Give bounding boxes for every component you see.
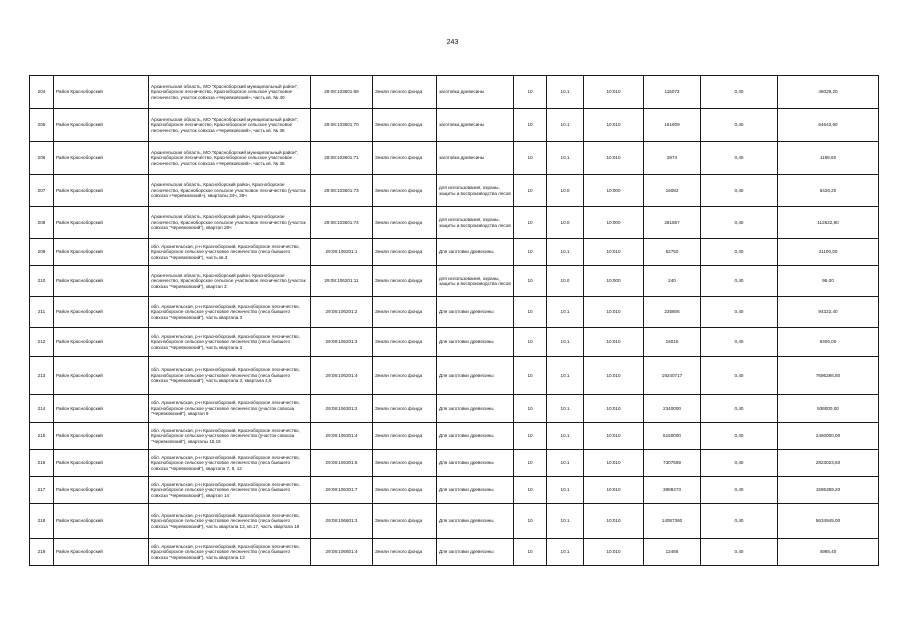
land-category: Земли лесного фонда	[373, 395, 437, 423]
table-row	[30, 423, 879, 450]
use-code: 10:010	[584, 297, 644, 328]
use-code: 10:010	[584, 357, 644, 395]
district-name: Район Красноборский	[54, 395, 149, 423]
land-category: Земли лесного фонда	[373, 175, 437, 207]
plot-area: 7307559	[644, 450, 701, 477]
cadastral-value: 64643,60	[778, 109, 879, 142]
plot-area: 235806	[644, 297, 701, 328]
table-row	[30, 297, 879, 328]
table-row	[30, 142, 879, 175]
type-code: 10	[514, 266, 547, 297]
use-code: 10:000	[584, 175, 644, 207]
use-code: 10:000	[584, 266, 644, 297]
cadastral-number: 29:08:103601:69	[311, 76, 373, 109]
plot-area: 3988473	[644, 477, 701, 504]
land-category: Земли лесного фонда	[373, 423, 437, 450]
permitted-use: заготовка древесины	[437, 76, 514, 109]
subtype-code: 10.1	[547, 357, 584, 395]
use-code: 10:010	[584, 477, 644, 504]
land-plots-table	[29, 75, 879, 566]
table-row	[30, 504, 879, 539]
type-code: 10	[514, 297, 547, 328]
type-code: 10	[514, 450, 547, 477]
permitted-use: Для заготовки древесины	[437, 328, 514, 357]
plot-area: 12466	[644, 539, 701, 566]
row-number: 205	[30, 109, 54, 142]
type-code: 10	[514, 477, 547, 504]
subtype-code: 10.1	[547, 477, 584, 504]
rate-value: 0,40	[701, 76, 778, 109]
plot-area: 16082	[644, 175, 701, 207]
plot-address: обл. Архангельская, р-н Красноборский, Красноборское лесничество, Красноборское сельское участковое лесничество (леса бывшего совхоза "Черевковский"), часть квартала 3	[149, 328, 311, 357]
row-number: 208	[30, 207, 54, 239]
plot-area: 2974	[644, 142, 701, 175]
plot-area: 115073	[644, 76, 701, 109]
cadastral-number: 29:08:103601:71	[311, 142, 373, 175]
subtype-code: 10.1	[547, 297, 584, 328]
subtype-code: 10.1	[547, 142, 584, 175]
row-number: 206	[30, 142, 54, 175]
subtype-code: 10.1	[547, 239, 584, 266]
table-row	[30, 175, 879, 207]
land-category: Земли лесного фонда	[373, 504, 437, 539]
plot-area: 16015	[644, 328, 701, 357]
row-number: 218	[30, 504, 54, 539]
cadastral-value: 5634945,00	[778, 504, 879, 539]
cadastral-number: 29:08:106301:6	[311, 450, 373, 477]
permitted-use: Для заготовки древесины	[437, 297, 514, 328]
cadastral-number: 29:08:106201:4	[311, 357, 373, 395]
subtype-code: 10.1	[547, 395, 584, 423]
plot-area: 281557	[644, 207, 701, 239]
plot-address: обл. Архангельская, р-н Красноборский, Красноборское лесничество, Красноборское сельское участковое лесничество (леса бывшего совхоза "Черевковский"), квартал 14	[149, 477, 311, 504]
cadastral-value: 96,00	[778, 266, 879, 297]
permitted-use: Для заготовки древесины	[437, 357, 514, 395]
row-number: 204	[30, 76, 54, 109]
plot-address: Архангельская область, МО "Красноборский муниципальный район", Красноборское лесничество, Красноборское сельское участковое лесничество, участок совхоза «Черевковский», часть кв. № 35	[149, 109, 311, 142]
row-number: 216	[30, 450, 54, 477]
plot-area: 6150000	[644, 423, 701, 450]
table-row	[30, 328, 879, 357]
cadastral-number: 29:08:106301:4	[311, 423, 373, 450]
plot-address: обл. Архангельская, р-н Красноборский, Красноборское лесничество, Красноборское сельское участковое лесничество (участок совхоза "Черевковский"), квартал 9	[149, 395, 311, 423]
rate-value: 0,40	[701, 423, 778, 450]
subtype-code: 10.0	[547, 266, 584, 297]
district-name: Район Красноборский	[54, 328, 149, 357]
cadastral-value: 21100,00	[778, 239, 879, 266]
cadastral-number: 29:08:106601:4	[311, 539, 373, 566]
permitted-use: Для заготовки древесины	[437, 239, 514, 266]
use-code: 10:010	[584, 328, 644, 357]
district-name: Район Красноборский	[54, 357, 149, 395]
cadastral-number: 29:08:106301:7	[311, 477, 373, 504]
district-name: Район Красноборский	[54, 175, 149, 207]
district-name: Район Красноборский	[54, 142, 149, 175]
district-name: Район Красноборский	[54, 207, 149, 239]
permitted-use: Для заготовки древесины	[437, 450, 514, 477]
district-name: Район Красноборский	[54, 450, 149, 477]
cadastral-number: 29:08:103601:73	[311, 175, 373, 207]
cadastral-number: 29:08:103601:70	[311, 109, 373, 142]
cadastral-value: 936000,00	[778, 395, 879, 423]
land-category: Земли лесного фонда	[373, 142, 437, 175]
subtype-code: 10.1	[547, 423, 584, 450]
use-code: 10:010	[584, 450, 644, 477]
rate-value: 0,40	[701, 477, 778, 504]
permitted-use: Для заготовки древесины	[437, 539, 514, 566]
use-code: 10:010	[584, 76, 644, 109]
use-code: 10:010	[584, 395, 644, 423]
cadastral-value: 112622,80	[778, 207, 879, 239]
use-code: 10:010	[584, 239, 644, 266]
rate-value: 0,40	[701, 207, 778, 239]
row-number: 212	[30, 328, 54, 357]
cadastral-value: 1189,60	[778, 142, 879, 175]
rate-value: 0,40	[701, 297, 778, 328]
use-code: 10:000	[584, 207, 644, 239]
rate-value: 0,40	[701, 504, 778, 539]
plot-address: обл. Архангельская, р-н Красноборский, Красноборское лесничество, Красноборское сельское участковое лесничество (леса бывшего совхоза "Черевковский"), часть кв.3	[149, 239, 311, 266]
land-category: Земли лесного фонда	[373, 76, 437, 109]
district-name: Район Красноборский	[54, 423, 149, 450]
plot-area: 52750	[644, 239, 701, 266]
permitted-use: заготовка древесины	[437, 142, 514, 175]
permitted-use: для использования, охраны, защиты и воспроизводства лесов	[437, 175, 514, 207]
plot-address: обл. Архангельская, р-н Красноборский, Красноборское лесничество, Красноборское сельское участковое лесничество (леса бывшего совхоза "Черевковский"), квартала 7, 8, 12	[149, 450, 311, 477]
cadastral-value: 4986,40	[778, 539, 879, 566]
table-row	[30, 477, 879, 504]
rate-value: 0,40	[701, 239, 778, 266]
subtype-code: 10.1	[547, 76, 584, 109]
land-category: Земли лесного фонда	[373, 239, 437, 266]
rate-value: 0,40	[701, 450, 778, 477]
cadastral-number: 29:08:106201:1	[311, 239, 373, 266]
plot-area: 161609	[644, 109, 701, 142]
rate-value: 0,40	[701, 109, 778, 142]
land-category: Земли лесного фонда	[373, 109, 437, 142]
district-name: Район Красноборский	[54, 76, 149, 109]
use-code: 10:010	[584, 539, 644, 566]
row-number: 210	[30, 266, 54, 297]
subtype-code: 10.0	[547, 207, 584, 239]
plot-area: 19240717	[644, 357, 701, 395]
table-row	[30, 239, 879, 266]
rate-value: 0,40	[701, 266, 778, 297]
district-name: Район Красноборский	[54, 539, 149, 566]
type-code: 10	[514, 239, 547, 266]
plot-address: обл. Архангельская, р-н Красноборский, Красноборское лесничество, Красноборское сельское участковое лесничество (участок совхоза "Черевковский"), кварталы 15,16	[149, 423, 311, 450]
subtype-code: 10.1	[547, 328, 584, 357]
table-row	[30, 207, 879, 239]
rate-value: 0,40	[701, 357, 778, 395]
rate-value: 0,40	[701, 142, 778, 175]
cadastral-value: 2923023,60	[778, 450, 879, 477]
table-row	[30, 539, 879, 566]
row-number: 211	[30, 297, 54, 328]
cadastral-number: 29:08:106201:3	[311, 328, 373, 357]
cadastral-value: 46029,20	[778, 76, 879, 109]
type-code: 10	[514, 357, 547, 395]
plot-area: 240	[644, 266, 701, 297]
subtype-code: 10.1	[547, 109, 584, 142]
type-code: 10	[514, 539, 547, 566]
land-category: Земли лесного фонда	[373, 297, 437, 328]
row-number: 215	[30, 423, 54, 450]
plot-address: Архангельская область, Красноборский район, Красноборское лесничество, Красноборское сельское участковое лесничество (участок совхоза "Черевковский"), квартал 3	[149, 266, 311, 297]
cadastral-value: 6426,20	[778, 175, 879, 207]
table-row	[30, 450, 879, 477]
rate-value: 0,40	[701, 328, 778, 357]
row-number: 217	[30, 477, 54, 504]
district-name: Район Красноборский	[54, 297, 149, 328]
subtype-code: 10.1	[547, 539, 584, 566]
type-code: 10	[514, 109, 547, 142]
cadastral-value: 2460000,00	[778, 423, 879, 450]
plot-address: Архангельская область, Красноборский район, Красноборское лесничество, Красноборское сельское участковое лесничество (участок совхоза "Черевковский"), квартал 28ч	[149, 207, 311, 239]
land-category: Земли лесного фонда	[373, 266, 437, 297]
permitted-use: заготовка древесины	[437, 109, 514, 142]
type-code: 10	[514, 76, 547, 109]
row-number: 209	[30, 239, 54, 266]
table-row	[30, 357, 879, 395]
district-name: Район Красноборский	[54, 109, 149, 142]
use-code: 10:010	[584, 109, 644, 142]
subtype-code: 10.1	[547, 450, 584, 477]
use-code: 10:010	[584, 504, 644, 539]
type-code: 10	[514, 395, 547, 423]
permitted-use: Для заготовки древесины	[437, 477, 514, 504]
subtype-code: 10.1	[547, 504, 584, 539]
plot-address: Архангельская область, Красноборский район, Красноборское лесничество, Красноборское сельское участковое лесничество (участок совхоза «Черевковский»), кварталы 34ч, 35ч	[149, 175, 311, 207]
rate-value: 0,40	[701, 175, 778, 207]
land-category: Земли лесного фонда	[373, 450, 437, 477]
row-number: 213	[30, 357, 54, 395]
permitted-use: Для заготовки древесины	[437, 504, 514, 539]
cadastral-number: 29:08:103601:74	[311, 207, 373, 239]
table-row	[30, 395, 879, 423]
district-name: Район Красноборский	[54, 239, 149, 266]
use-code: 10:010	[584, 142, 644, 175]
table-row	[30, 76, 879, 109]
cadastral-value: 1595389,20	[778, 477, 879, 504]
cadastral-number: 29:08:106201:11	[311, 266, 373, 297]
plot-area: 14087360	[644, 504, 701, 539]
plot-address: обл. Архангельская, р-н Красноборский, Красноборское лесничество, Красноборское сельское участковое лесничество (леса бывшего совхоза "Черевковский"), часть квартала 3	[149, 297, 311, 328]
rate-value: 0,40	[701, 395, 778, 423]
cadastral-value: 6406,00	[778, 328, 879, 357]
land-category: Земли лесного фонда	[373, 539, 437, 566]
table-row	[30, 266, 879, 297]
subtype-code: 10.0	[547, 175, 584, 207]
permitted-use: для использования, охраны, защиты и воспроизводства лесов	[437, 207, 514, 239]
land-category: Земли лесного фонда	[373, 328, 437, 357]
plot-address: обл. Архангельская, р-н Красноборский, Красноборское лесничество, Красноборское сельское участковое лесничество (леса бывшего совхоза "Черевковский"), часть квартала 3, квартала 4,5	[149, 357, 311, 395]
cadastral-number: 29:08:106301:2	[311, 395, 373, 423]
cadastral-value: 94322,40	[778, 297, 879, 328]
plot-address: обл. Архангельская, р-н Красноборский, Красноборское лесничество, Красноборское сельское участковое лесничество (леса бывшего совхоза "Черевковский"), часть квартала 13	[149, 539, 311, 566]
land-category: Земли лесного фонда	[373, 207, 437, 239]
plot-address: обл. Архангельская, р-н Красноборский, Красноборское лесничество, Красноборское сельское участковое лесничество (леса бывшего совхоза "Черевковский"), часть квартала 13, кв.17, часть квартала 18	[149, 504, 311, 539]
land-category: Земли лесного фонда	[373, 477, 437, 504]
type-code: 10	[514, 142, 547, 175]
plot-address: Архангельская область, МО "Красноборский муниципальный район", Красноборское лесничество, Красноборское сельское участковое лесничество, участок совхоза «Черевковский», часть кв. № 35	[149, 142, 311, 175]
district-name: Район Красноборский	[54, 266, 149, 297]
type-code: 10	[514, 423, 547, 450]
page-number: 243	[446, 39, 459, 46]
land-category: Земли лесного фонда	[373, 357, 437, 395]
type-code: 10	[514, 504, 547, 539]
district-name: Район Красноборский	[54, 477, 149, 504]
table-row	[30, 109, 879, 142]
plot-address: Архангельская область, МО "Красноборский муниципальный район", Красноборское лесничество, Красноборское сельское участковое лесничество, участок совхоза «Черевковский», часть кв. № 40	[149, 76, 311, 109]
rate-value: 0,40	[701, 539, 778, 566]
permitted-use: Для заготовки древесины	[437, 423, 514, 450]
permitted-use: для использования, охраны, защиты и воспроизводства лесов	[437, 266, 514, 297]
cadastral-number: 29:08:106201:2	[311, 297, 373, 328]
type-code: 10	[514, 175, 547, 207]
type-code: 10	[514, 328, 547, 357]
row-number: 214	[30, 395, 54, 423]
permitted-use: Для заготовки древесины	[437, 395, 514, 423]
cadastral-value: 7696286,80	[778, 357, 879, 395]
row-number: 207	[30, 175, 54, 207]
use-code: 10:010	[584, 423, 644, 450]
district-name: Район Красноборский	[54, 504, 149, 539]
plot-area: 2340000	[644, 395, 701, 423]
cadastral-number: 29:08:106601:3	[311, 504, 373, 539]
type-code: 10	[514, 207, 547, 239]
row-number: 219	[30, 539, 54, 566]
